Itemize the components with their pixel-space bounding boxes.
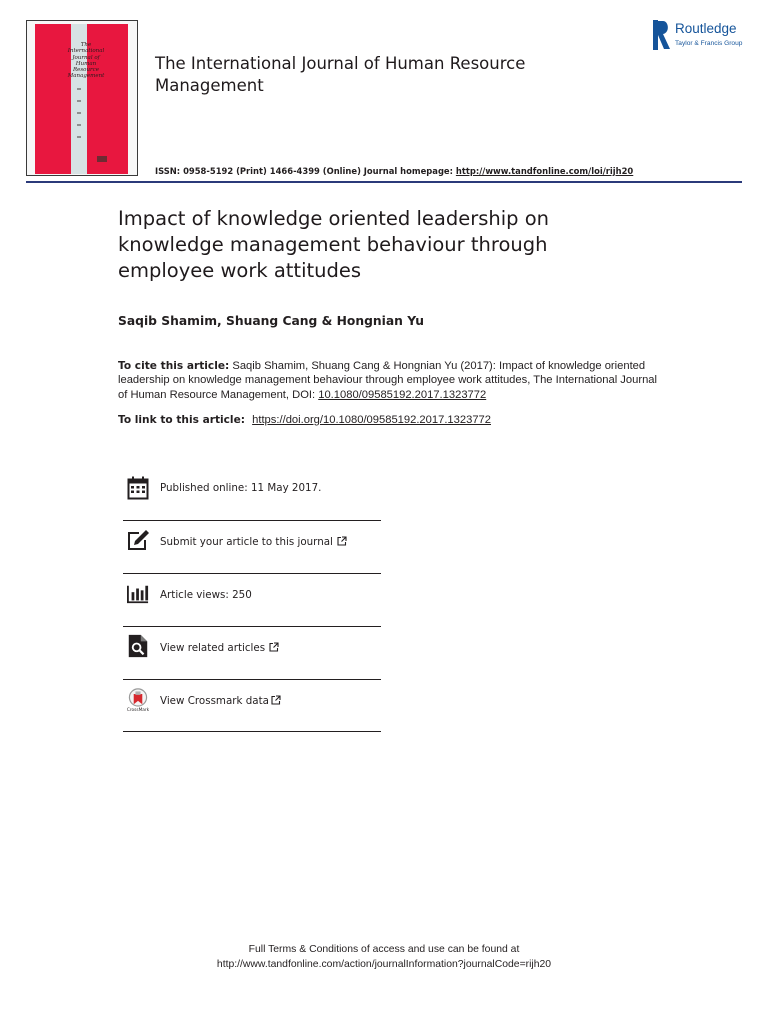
published-online-text: Published online: 11 May 2017. [160,482,322,494]
info-divider [123,679,381,680]
publisher-logo [652,20,752,52]
related-articles-item[interactable] [123,634,381,666]
info-divider [123,573,381,574]
terms-text: Full Terms & Conditions of access and use can be found at [248,944,520,955]
terms-footer [0,942,768,972]
cite-text: Saqib Shamim, Shuang Cang & Hongnian Yu (2017): Impact of knowledge oriented leadership on knowledge management behaviour through employee work attitudes, The International Journal of Human Resource Management, DOI: [118,360,657,401]
search-document-icon [127,634,149,658]
info-divider [123,626,381,627]
article-views-text: Article views: 250 [160,589,252,601]
edit-icon [127,529,149,553]
terms-url[interactable]: http://www.tandfonline.com/action/journalInformation?journalCode=rijh20 [216,959,552,970]
doi-link[interactable]: 10.1080/09585192.2017.1323772 [318,388,487,401]
cover-publisher-mark [97,156,107,162]
journal-title: The International Journal of Human Resource Management [155,54,526,95]
article-title: Impact of knowledge oriented leadership on knowledge management behaviour through employee work attitudes [118,207,550,282]
journal-homepage-link[interactable]: http://www.tandfonline.com/loi/rijh20 [455,166,634,176]
external-link-icon [271,695,281,705]
bar-chart-icon [127,582,149,606]
journal-cover-image [26,20,138,176]
related-articles-link[interactable]: View related articles [160,642,266,654]
external-link-icon [337,536,347,546]
crossmark-link[interactable]: View Crossmark data [160,695,269,707]
external-link-icon [269,642,279,652]
article-views-item [123,582,381,612]
header-divider [26,181,742,183]
submit-article-link[interactable]: Submit your article to this journal [160,536,333,548]
info-divider [123,731,381,732]
cover-title: The International Journal of Human Resource Management [67,42,105,80]
crossmark-item[interactable] [123,688,381,720]
article-link-line [118,414,491,426]
article-authors: Saqib Shamim, Shuang Cang & Hongnian Yu [118,314,424,328]
link-label: To link to this article: [118,414,245,426]
publisher-name: Routledge [675,21,737,36]
crossmark-caption: CrossMark [127,708,149,712]
issn-line [155,166,633,176]
article-url-link[interactable]: https://doi.org/10.1080/09585192.2017.1323772 [252,414,491,426]
submit-article-item[interactable] [123,529,381,559]
calendar-icon [127,476,149,500]
cover-red-panel [35,24,128,174]
published-online-item [123,476,381,506]
citation-block [118,359,658,402]
info-divider [123,520,381,521]
routledge-logo-icon [652,20,672,50]
cite-label: To cite this article: [118,360,230,372]
crossmark-icon [127,688,149,712]
publisher-subtitle: Taylor & Francis Group [675,40,743,47]
issn-text: ISSN: 0958-5192 (Print) 1466-4399 (Online) Journal homepage: [155,166,456,176]
